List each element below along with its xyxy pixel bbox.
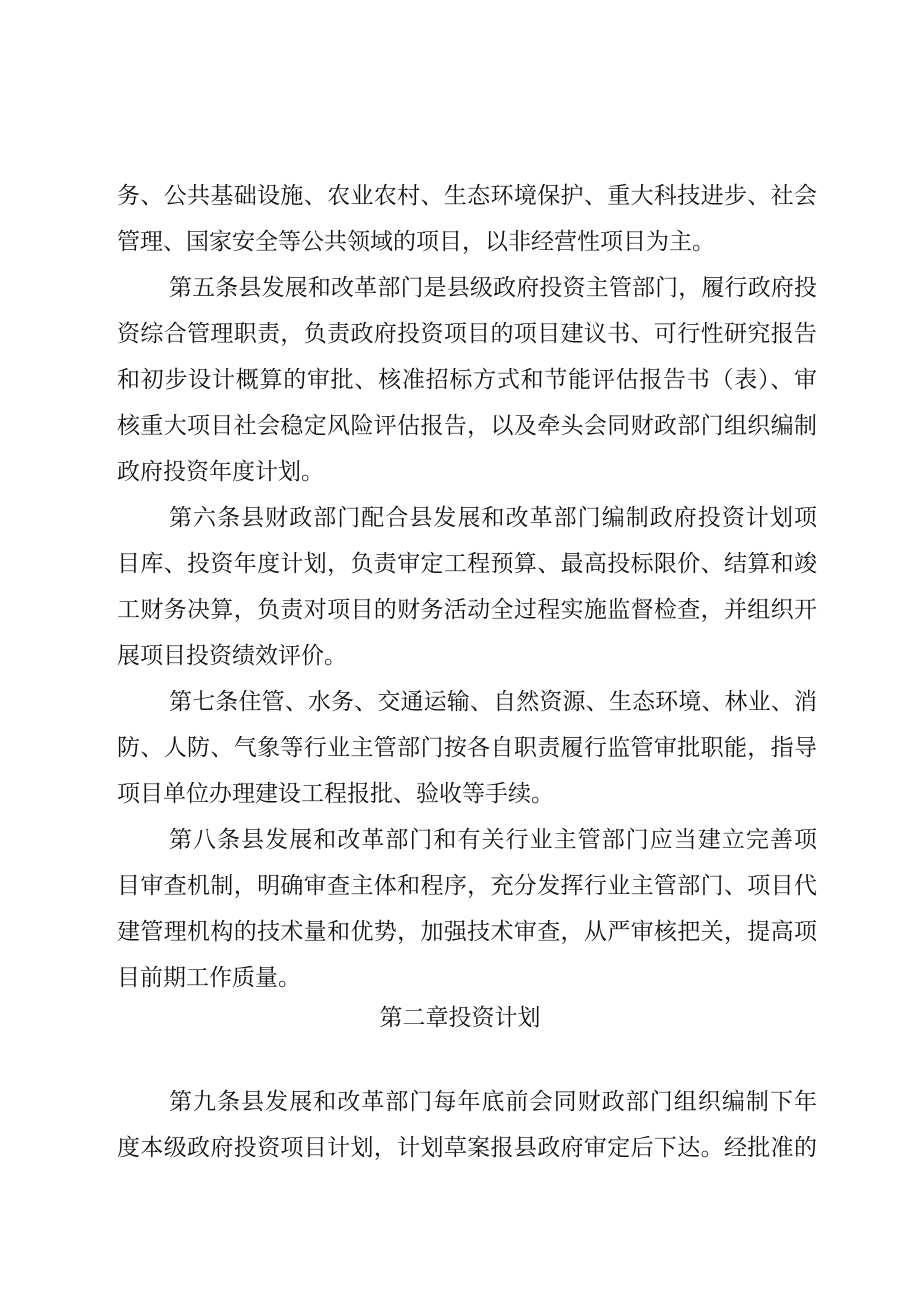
paragraph-line: 政府投资年度计划。 <box>117 459 324 485</box>
paragraph-line: 建管理机构的技术量和优势，加强技术审查，从严审核把关，提高项 <box>117 919 817 945</box>
article-8-line: 第八条县发展和改革部门和有关行业主管部门应当建立完善项 <box>169 827 817 853</box>
paragraph-line: 目库、投资年度计划，负责审定工程预算、最高投标限价、结算和竣 <box>117 551 817 577</box>
paragraph-line: 工财务决算，负责对项目的财务活动全过程实施监督检查，并组织开 <box>117 597 817 623</box>
article-9-line: 第九条县发展和改革部门每年底前会同财政部门组织编制下年 <box>169 1089 817 1115</box>
paragraph-line: 防、人防、气象等行业主管部门按各自职责履行监管审批职能，指导 <box>117 735 817 761</box>
paragraph-line: 和初步设计概算的审批、核准招标方式和节能评估报告书（表）、审 <box>117 367 817 393</box>
paragraph-line: 资综合管理职责，负责政府投资项目的项目建议书、可行性研究报告 <box>117 321 817 347</box>
paragraph-line: 务、公共基础设施、农业农村、生态环境保护、重大科技进步、社会 <box>117 183 817 209</box>
article-7-line: 第七条住管、水务、交通运输、自然资源、生态环境、林业、消 <box>169 689 817 715</box>
paragraph-line: 度本级政府投资项目计划，计划草案报县政府审定后下达。经批准的 <box>117 1135 817 1161</box>
paragraph-line: 目前期工作质量。 <box>117 965 301 991</box>
paragraph-line: 项目单位办理建设工程报批、验收等手续。 <box>117 781 554 807</box>
article-6-line: 第六条县财政部门配合县发展和改革部门编制政府投资计划项 <box>169 505 817 531</box>
paragraph-line: 管理、国家安全等公共领域的项目，以非经营性项目为主。 <box>117 229 715 255</box>
paragraph-line: 展项目投资绩效评价。 <box>117 643 347 669</box>
chapter-heading: 第二章投资计划 <box>379 1005 541 1031</box>
article-5-line: 第五条县发展和改革部门是县级政府投资主管部门，履行政府投 <box>169 275 817 301</box>
paragraph-line: 核重大项目社会稳定风险评估报告，以及牵头会同财政部门组织编制 <box>117 413 817 439</box>
paragraph-line: 目审查机制，明确审查主体和程序，充分发挥行业主管部门、项目代 <box>117 873 817 899</box>
